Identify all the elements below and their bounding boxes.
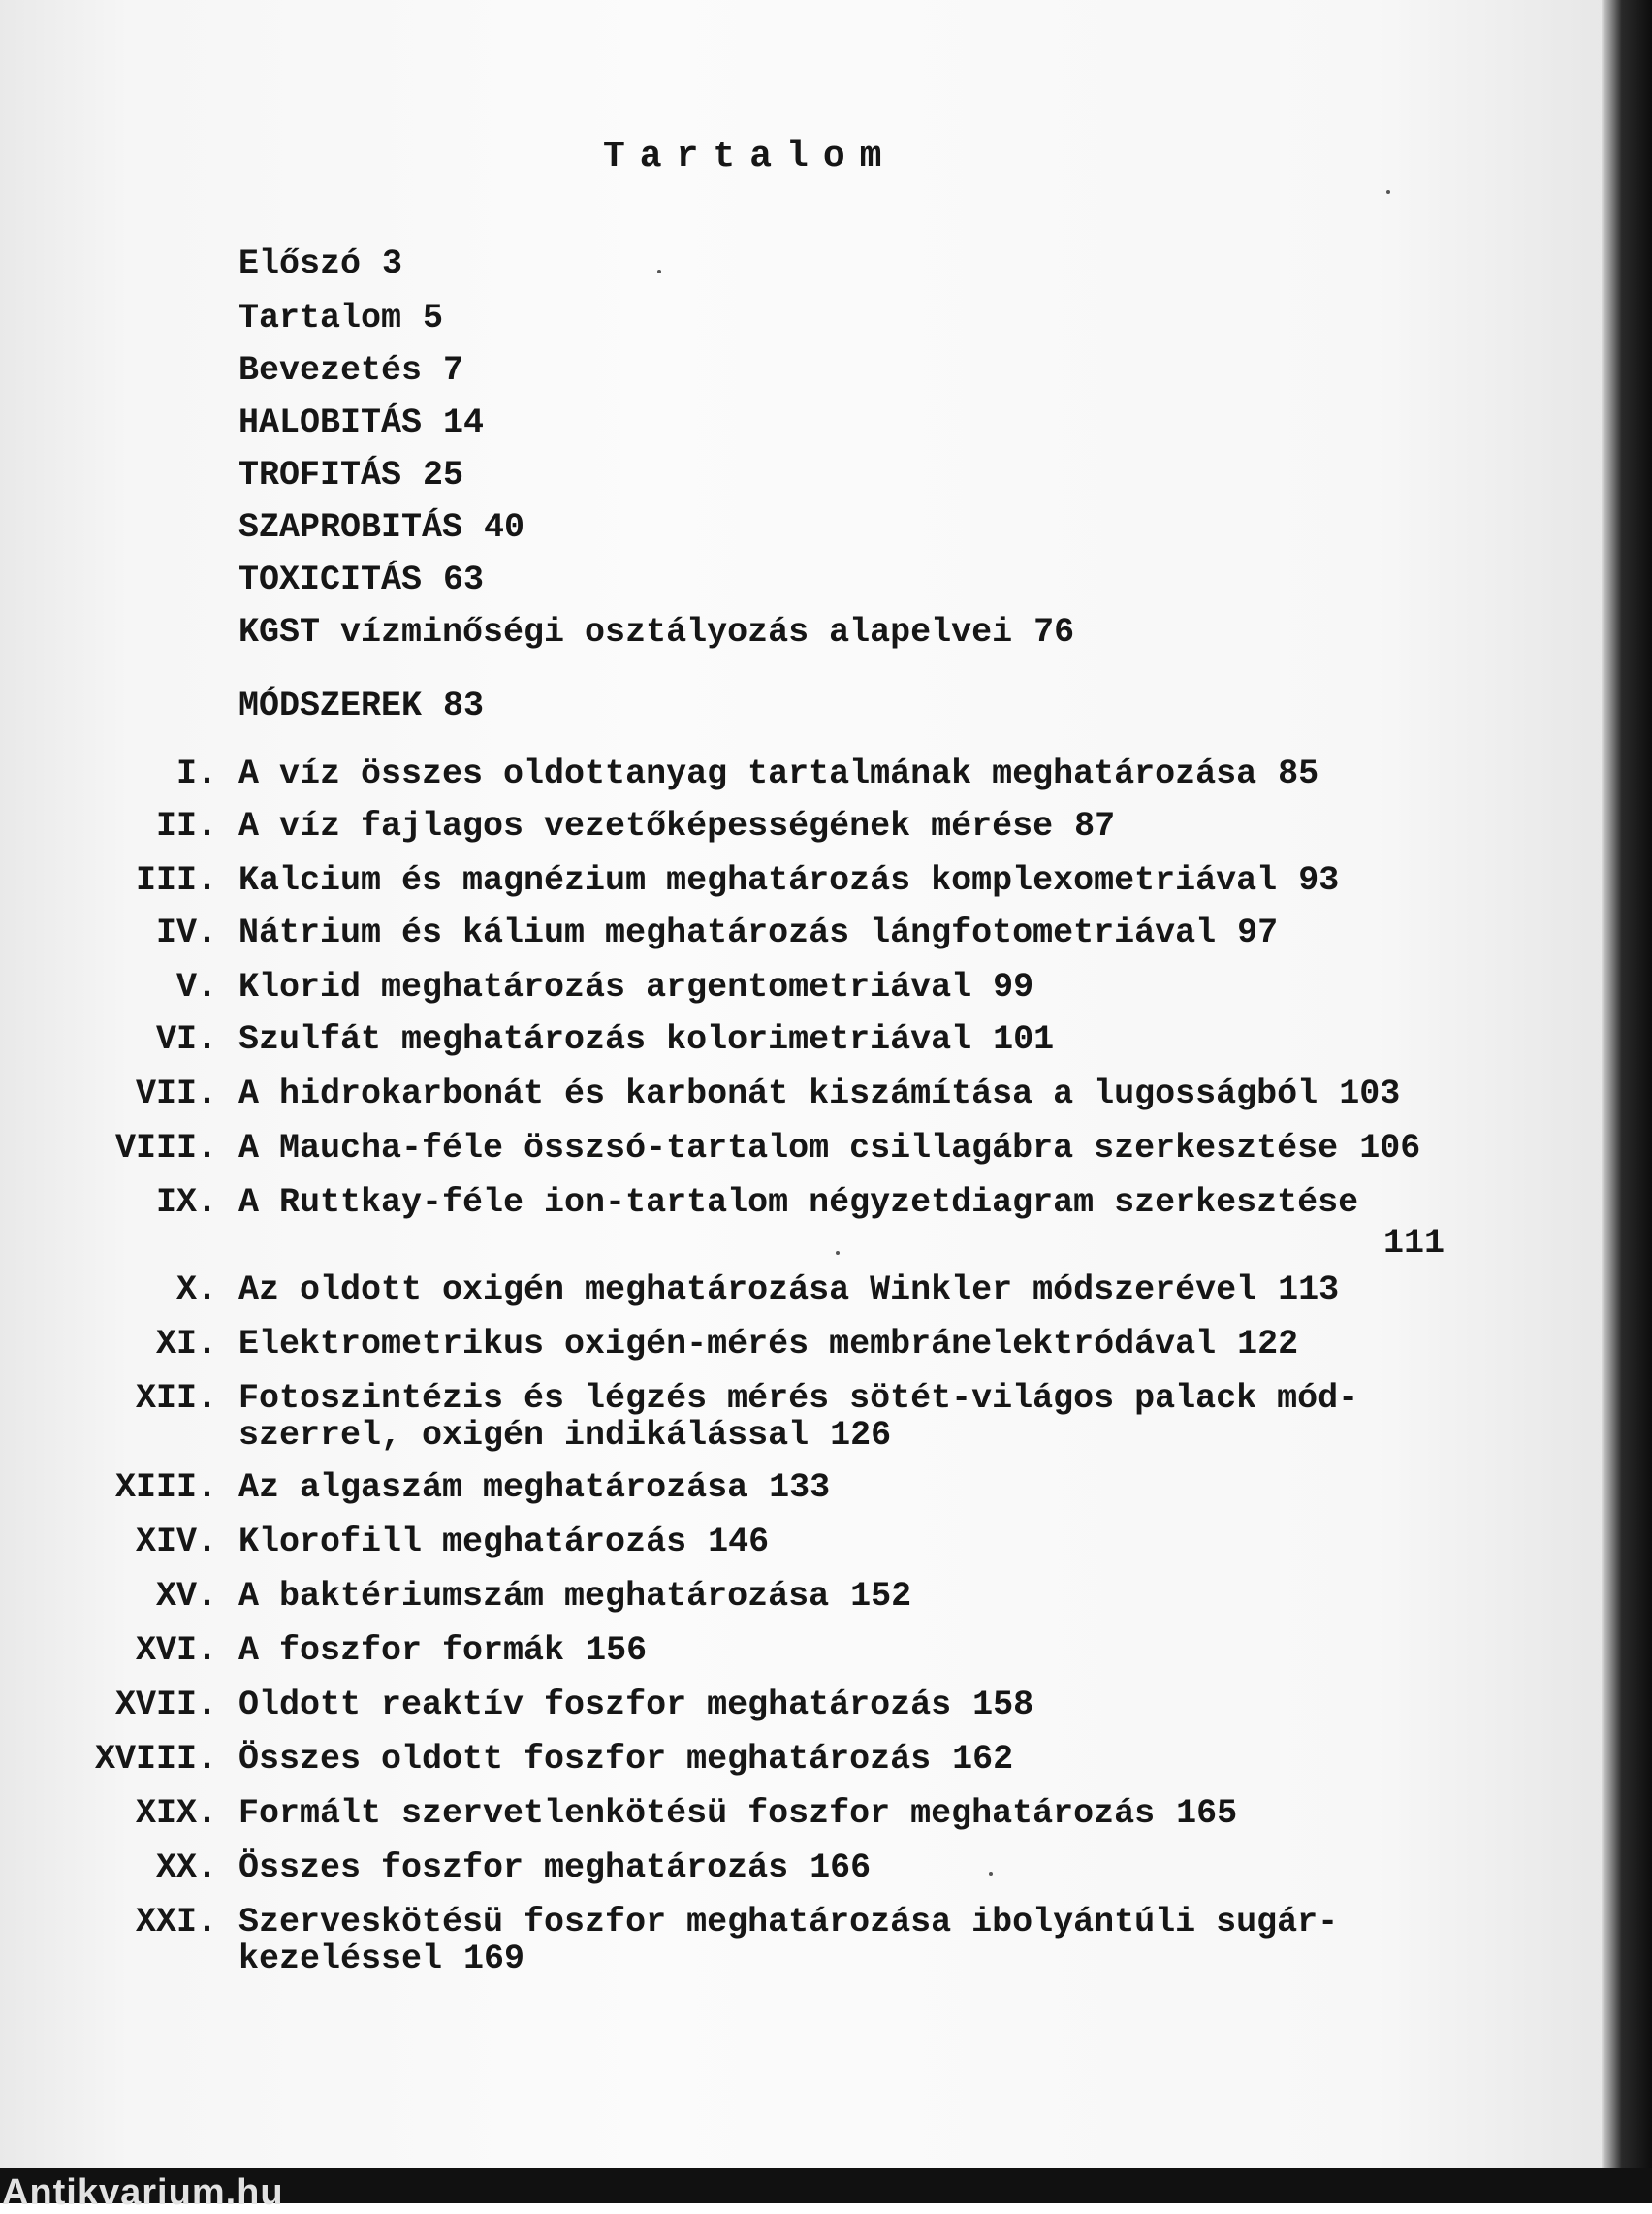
toc-method-text (238, 1183, 1358, 1222)
toc-method-row (0, 1794, 1590, 1837)
toc-method-page: 146 (708, 1523, 770, 1561)
toc-entry-page: 25 (423, 456, 464, 495)
toc-method-number: XIV. (135, 1523, 217, 1561)
toc-method-row (0, 1631, 1590, 1674)
toc-entry-halobitas (238, 403, 484, 442)
toc-entry-page: 14 (443, 403, 485, 442)
toc-method-label: kezeléssel (238, 1940, 443, 1978)
toc-method-page: 126 (830, 1416, 892, 1455)
toc-entry-label: TROFITÁS (238, 456, 402, 495)
toc-method-label: A víz összes oldottanyag tartalmának meghatározása (238, 754, 1257, 793)
toc-entry-page: 40 (484, 508, 525, 547)
toc-method-number: III. (135, 861, 217, 900)
page-title: Tartalom (603, 136, 897, 177)
toc-method-row (0, 861, 1590, 904)
watermark: Antikvarium.hu (2, 2172, 284, 2213)
toc-method-row (0, 1577, 1590, 1620)
toc-method-number: XI. (155, 1325, 217, 1364)
page-edge-shadow (1602, 0, 1652, 2203)
toc-method-page: 111 (1382, 1224, 1445, 1263)
toc-entry-label: Tartalom (238, 299, 402, 337)
toc-method-page: 162 (952, 1740, 1014, 1779)
toc-method-row (0, 1903, 1590, 1982)
toc-method-page: 87 (1074, 807, 1116, 846)
toc-entry-eloszo (238, 244, 402, 283)
print-speck (1386, 190, 1390, 194)
print-speck (657, 270, 661, 273)
toc-method-text (238, 1325, 1298, 1364)
toc-method-text (238, 754, 1318, 793)
toc-entry-label: Előszó (238, 244, 362, 283)
toc-method-row (0, 1183, 1590, 1270)
toc-entry-label: HALOBITÁS (238, 403, 423, 442)
toc-entry-szaprobitas (238, 508, 524, 547)
toc-method-number: XVI. (135, 1631, 217, 1670)
toc-method-text (238, 1740, 1013, 1779)
toc-method-label: Formált szervetlenkötésü foszfor meghatározás (238, 1794, 1156, 1833)
toc-method-row (0, 1325, 1590, 1367)
toc-method-number: XVII. (114, 1685, 217, 1724)
toc-method-number: VII. (135, 1075, 217, 1113)
toc-entry-tartalom (238, 299, 443, 337)
toc-method-row (0, 807, 1590, 850)
toc-method-text-continued (238, 1940, 524, 1978)
toc-method-label: Szulfát meghatározás kolorimetriával (238, 1020, 972, 1059)
toc-method-label: Oldott reaktív foszfor meghatározás (238, 1685, 952, 1724)
toc-method-row (0, 1020, 1590, 1063)
toc-method-number: XXI. (135, 1903, 217, 1941)
toc-method-label: szerrel, oxigén indikálással (238, 1416, 810, 1455)
toc-entry-kgst (238, 613, 1074, 652)
toc-method-text (238, 807, 1115, 846)
toc-method-number: XVIII. (94, 1740, 217, 1779)
toc-method-label: A hidrokarbonát és karbonát kiszámítása a lugosságból (238, 1075, 1318, 1113)
toc-method-text (238, 1848, 871, 1887)
toc-method-page: 122 (1237, 1325, 1299, 1364)
toc-method-page: 97 (1237, 914, 1279, 952)
toc-method-label: Klorofill meghatározás (238, 1523, 687, 1561)
toc-method-label: A baktériumszám meghatározása (238, 1577, 830, 1616)
toc-method-text (238, 914, 1278, 952)
toc-method-row (0, 1685, 1590, 1728)
toc-method-number: XX. (155, 1848, 217, 1887)
toc-method-page: 101 (993, 1020, 1055, 1059)
toc-method-label: Az oldott oxigén meghatározása Winkler módszerével (238, 1270, 1257, 1309)
toc-method-number: VI. (155, 1020, 217, 1059)
toc-method-number: IV. (155, 914, 217, 952)
toc-method-label: Kalcium és magnézium meghatározás komplexometriával (238, 861, 1278, 900)
toc-method-text (238, 1631, 647, 1670)
toc-method-number: XIX. (135, 1794, 217, 1833)
toc-method-text (238, 1685, 1033, 1724)
toc-method-number: XIII. (114, 1468, 217, 1507)
toc-entry-page: 7 (443, 351, 464, 390)
toc-method-text: Fotoszintézis és légzés mérés sötét-világos palack mód- (238, 1379, 1359, 1418)
toc-method-label: Összes foszfor meghatározás (238, 1848, 789, 1887)
toc-method-page: 113 (1278, 1270, 1340, 1309)
toc-method-label: Elektrometrikus oxigén-mérés membránelektródával (238, 1325, 1217, 1364)
toc-method-page: 152 (850, 1577, 912, 1616)
toc-method-number: II. (155, 807, 217, 846)
toc-method-label: A Maucha-féle összsó-tartalom csillagábra szerkesztése (238, 1129, 1339, 1168)
print-speck (836, 1251, 840, 1255)
toc-method-text (238, 1270, 1339, 1309)
toc-method-row (0, 754, 1590, 797)
toc-method-page: 158 (972, 1685, 1034, 1724)
toc-method-text (238, 1020, 1054, 1059)
toc-method-label: A Ruttkay-féle ion-tartalom négyzetdiagram szerkesztése (238, 1183, 1359, 1222)
toc-method-label: Nátrium és kálium meghatározás lángfotometriával (238, 914, 1217, 952)
toc-method-label: Klorid meghatározás argentometriával (238, 968, 972, 1007)
toc-method-text (238, 1129, 1420, 1168)
toc-method-label: Az algaszám meghatározása (238, 1468, 748, 1507)
toc-method-number: IX. (155, 1183, 217, 1222)
toc-entry-label: TOXICITÁS (238, 561, 423, 599)
toc-entry-label: Bevezetés (238, 351, 423, 390)
toc-method-page: 169 (463, 1940, 525, 1978)
toc-method-page: 106 (1359, 1129, 1421, 1168)
toc-method-row (0, 968, 1590, 1011)
toc-method-label: A foszfor formák (238, 1631, 565, 1670)
toc-method-page: 166 (810, 1848, 872, 1887)
toc-method-page: 99 (993, 968, 1034, 1007)
toc-method-page: 93 (1298, 861, 1340, 900)
toc-method-page: 103 (1339, 1075, 1401, 1113)
toc-entry-bevezetes (238, 351, 463, 390)
toc-method-number: V. (175, 968, 217, 1007)
toc-method-row (0, 1075, 1590, 1117)
toc-entry-toxicitas (238, 561, 484, 599)
toc-method-page: 165 (1176, 1794, 1238, 1833)
toc-method-text (238, 1468, 830, 1507)
toc-method-text (238, 1075, 1400, 1113)
toc-method-row (0, 1523, 1590, 1565)
toc-entry-page: 63 (443, 561, 485, 599)
toc-method-number: XV. (155, 1577, 217, 1616)
toc-entry-label: MÓDSZEREK (238, 687, 423, 725)
toc-method-text (238, 1794, 1237, 1833)
toc-entry-page: 83 (443, 687, 485, 725)
toc-method-page: 133 (769, 1468, 831, 1507)
toc-method-row (0, 914, 1590, 956)
toc-method-row (0, 1468, 1590, 1511)
toc-method-row (0, 1129, 1590, 1171)
toc-entry-modszerek (238, 687, 484, 725)
toc-method-text (238, 968, 1033, 1007)
toc-method-row (0, 1270, 1590, 1313)
toc-method-label: Összes oldott foszfor meghatározás (238, 1740, 932, 1779)
toc-method-label: A víz fajlagos vezetőképességének mérése (238, 807, 1054, 846)
toc-method-text (238, 1577, 911, 1616)
toc-method-number: I. (175, 754, 217, 793)
toc-method-page: 85 (1278, 754, 1319, 793)
toc-method-row (0, 1740, 1590, 1782)
toc-method-number: X. (175, 1270, 217, 1309)
toc-method-number: XII. (135, 1379, 217, 1418)
toc-entry-page: 5 (423, 299, 444, 337)
print-speck (989, 1872, 993, 1876)
toc-method-page: 156 (586, 1631, 648, 1670)
toc-method-row (0, 1379, 1590, 1459)
toc-method-text-continued (238, 1416, 891, 1455)
toc-entry-page: 3 (382, 244, 403, 283)
toc-entry-label: KGST vízminőségi osztályozás alapelvei (238, 613, 1013, 652)
toc-method-row (0, 1848, 1590, 1891)
toc-method-text (238, 1523, 769, 1561)
toc-entry-page: 76 (1033, 613, 1075, 652)
toc-method-text: Szerveskötésü foszfor meghatározása ibolyántúli sugár- (238, 1903, 1339, 1941)
toc-entry-trofitas (238, 456, 463, 495)
toc-method-number: VIII. (114, 1129, 217, 1168)
toc-method-text (238, 861, 1339, 900)
toc-entry-label: SZAPROBITÁS (238, 508, 463, 547)
